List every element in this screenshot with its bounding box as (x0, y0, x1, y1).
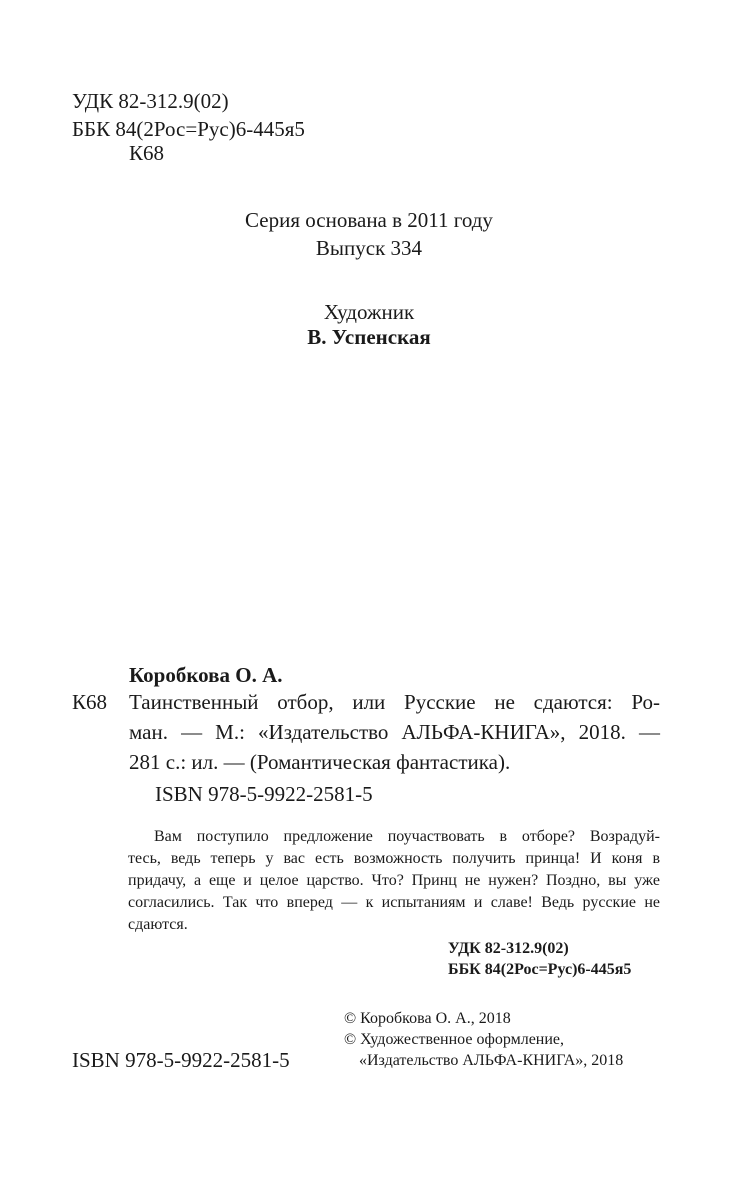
annotation-line-4: согласились. Так что вперед — к испытаниям и славе! Ведь русские не (128, 894, 660, 911)
footer-isbn: ISBN 978-5-9922-2581-5 (72, 1048, 290, 1072)
footer-udk: УДК 82-312.9(02) (448, 940, 569, 957)
bib-author: Коробкова О. А. (129, 663, 283, 687)
artist-role: Художник (323, 300, 415, 324)
bib-line-2: ман. — М.: «Издательство АЛЬФА-КНИГА», 2018. — (129, 720, 660, 744)
bib-line-3: 281 с.: ил. — (Романтическая фантастика). (129, 750, 511, 774)
bib-isbn: ISBN 978-5-9922-2581-5 (155, 782, 373, 806)
author-mark: К68 (129, 141, 165, 165)
footer-bbk: ББК 84(2Рос=Рус)6-445я5 (448, 961, 632, 978)
annotation-line-5: сдаются. (128, 916, 188, 933)
bib-description (129, 687, 660, 777)
copyright-line-3: «Издательство АЛЬФА-КНИГА», 2018 (359, 1052, 624, 1069)
artist-name: В. Успенская (307, 325, 431, 349)
bib-mark: К68 (72, 690, 108, 714)
copyright-line-2: © Художественное оформление, (344, 1031, 565, 1048)
annotation-line-2: тесь, ведь теперь у вас есть возможность получить принца! И коня в (128, 850, 660, 867)
annotation-line-3: придачу, а еще и целое царство. Что? Принц не нужен? Поздно, вы уже (128, 872, 660, 889)
bbk-code: ББК 84(2Рос=Рус)6-445я5 (72, 117, 305, 141)
series-issue: Выпуск 334 (315, 236, 423, 260)
bib-line-1: Таинственный отбор, или Русские не сдаются: Ро- (129, 690, 660, 714)
series-founded: Серия основана в 2011 году (245, 208, 493, 232)
copyright-line-1: © Коробкова О. А., 2018 (344, 1010, 511, 1027)
annotation-line-1: Вам поступило предложение поучаствовать в отборе? Возрадуй- (154, 828, 660, 845)
udk-code: УДК 82-312.9(02) (72, 89, 229, 113)
annotation (128, 826, 660, 936)
